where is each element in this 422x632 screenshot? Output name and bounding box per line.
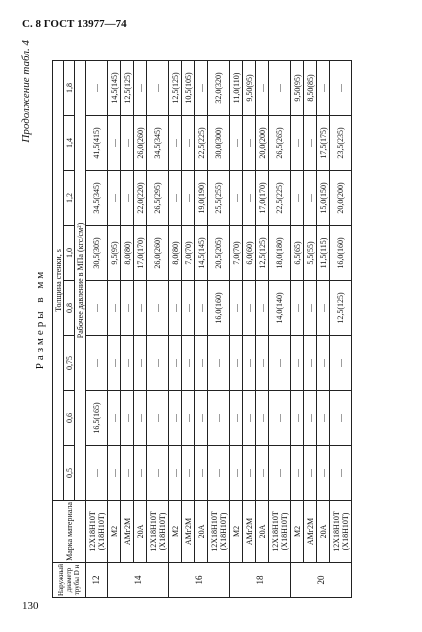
pressure-cell: 26,0(260) — [147, 225, 169, 280]
pressure-cell: — — [121, 390, 134, 445]
pressure-cell: — — [169, 335, 182, 390]
material-cell: АМг2М — [243, 500, 256, 562]
pressure-cell: — — [269, 60, 291, 115]
table-row — [195, 60, 208, 597]
material-cell: М2 — [108, 500, 121, 562]
pressure-cell: — — [195, 335, 208, 390]
pressure-cell: 25,5(255) — [208, 170, 230, 225]
thickness-value: 0,6 — [64, 390, 75, 445]
pressure-cell: — — [304, 115, 317, 170]
pressure-cell: — — [108, 170, 121, 225]
pressure-cell: — — [304, 390, 317, 445]
pressure-cell: — — [147, 445, 169, 500]
material-cell: 12Х18Н10Т (Х18Н10Т) — [208, 500, 230, 562]
pressure-cell: 20,5(205) — [208, 225, 230, 280]
table-row — [230, 60, 243, 597]
pressure-cell: — — [86, 60, 108, 115]
pressure-cell: — — [330, 390, 352, 445]
pressure-cell: — — [195, 390, 208, 445]
pressure-cell: — — [256, 390, 269, 445]
pressure-cell: — — [108, 335, 121, 390]
pressure-cell: 17,0(170) — [256, 170, 269, 225]
pressure-cell: — — [317, 445, 330, 500]
pressure-cell: 10,5(105) — [182, 60, 195, 115]
pressure-cell: — — [330, 445, 352, 500]
pressure-cell: — — [121, 445, 134, 500]
pressure-cell: 22,5(225) — [195, 115, 208, 170]
pressure-cell: 12,5(125) — [121, 60, 134, 115]
pressure-table — [52, 60, 352, 598]
table-row — [291, 60, 304, 597]
table-row — [269, 60, 291, 597]
page-header-title: С. 8 ГОСТ 13977—74 — [22, 18, 127, 30]
pressure-cell: 23,5(235) — [330, 115, 352, 170]
pressure-cell: 16,5(165) — [86, 390, 108, 445]
pressure-cell: — — [182, 445, 195, 500]
pressure-cell: — — [243, 170, 256, 225]
pressure-cell: 17,5(175) — [317, 115, 330, 170]
pressure-cell: — — [291, 170, 304, 225]
pressure-cell: — — [134, 60, 147, 115]
pressure-cell: — — [256, 445, 269, 500]
thickness-header: Толщина стенки, s — [53, 60, 64, 500]
diameter-cell: 20 — [291, 562, 352, 597]
material-cell: АМг2М — [182, 500, 195, 562]
pressure-cell: 9,5(95) — [108, 225, 121, 280]
pressure-cell: — — [86, 280, 108, 335]
material-cell: 20А — [317, 500, 330, 562]
pressure-cell: — — [108, 390, 121, 445]
pressure-cell: — — [330, 60, 352, 115]
pressure-cell: — — [243, 390, 256, 445]
thickness-value: 0,8 — [64, 280, 75, 335]
pressure-cell: 6,0(60) — [243, 225, 256, 280]
thickness-value: 0,5 — [64, 445, 75, 500]
pressure-cell: — — [243, 445, 256, 500]
table-row — [147, 60, 169, 597]
pressure-cell: — — [256, 60, 269, 115]
material-cell: АМг2М — [304, 500, 317, 562]
table-row — [121, 60, 134, 597]
material-cell: 12Х18Н10Т (Х18Н10Т) — [330, 500, 352, 562]
pressure-cell: — — [243, 335, 256, 390]
pressure-cell: 11,5(115) — [317, 225, 330, 280]
pressure-cell: 8,0(80) — [121, 225, 134, 280]
thickness-value: 1,4 — [64, 115, 75, 170]
pressure-cell: — — [230, 390, 243, 445]
pressure-cell: 17,0(170) — [134, 225, 147, 280]
pressure-cell: 41,5(415) — [86, 115, 108, 170]
diameter-cell: 12 — [86, 562, 108, 597]
pressure-cell: — — [230, 445, 243, 500]
pressure-cell: — — [134, 390, 147, 445]
pressure-cell: 16,0(160) — [330, 225, 352, 280]
pressure-cell: — — [317, 60, 330, 115]
pressure-cell: 30,0(300) — [208, 115, 230, 170]
pressure-cell: — — [243, 280, 256, 335]
pressure-cell: 26,5(265) — [269, 115, 291, 170]
table-title: Размеры в мм — [34, 268, 46, 370]
pressure-cell: — — [256, 280, 269, 335]
pressure-cell: 34,5(345) — [147, 115, 169, 170]
pressure-cell: 19,0(190) — [195, 170, 208, 225]
table-row — [243, 60, 256, 597]
pressure-cell: — — [134, 445, 147, 500]
table-row — [330, 60, 352, 597]
pressure-cell: 11,0(110) — [230, 60, 243, 115]
pressure-cell: — — [147, 390, 169, 445]
pressure-cell: — — [134, 280, 147, 335]
table-row — [182, 60, 195, 597]
pressure-cell: — — [108, 115, 121, 170]
pressure-cell: 7,0(70) — [230, 225, 243, 280]
table-row — [86, 60, 108, 597]
diameter-header: Наружный диаметр трубы D н — [53, 562, 86, 597]
material-cell: М2 — [169, 500, 182, 562]
pressure-header: Рабочее давление в МПа (кгс/см²) — [75, 60, 86, 500]
pressure-cell: 15,0(150) — [317, 170, 330, 225]
rotated-content — [20, 40, 410, 598]
pressure-cell: 7,0(70) — [182, 225, 195, 280]
pressure-cell: — — [317, 280, 330, 335]
pressure-cell: — — [317, 390, 330, 445]
pressure-cell: — — [147, 280, 169, 335]
table-row — [317, 60, 330, 597]
pressure-cell: 8,0(80) — [169, 225, 182, 280]
pressure-cell: — — [169, 115, 182, 170]
table-row — [208, 60, 230, 597]
pressure-cell: — — [195, 60, 208, 115]
pressure-cell: — — [121, 170, 134, 225]
pressure-cell: — — [195, 445, 208, 500]
pressure-cell: — — [330, 335, 352, 390]
pressure-cell: 32,0(320) — [208, 60, 230, 115]
pressure-cell: 16,0(160) — [208, 280, 230, 335]
pressure-cell: 6,5(65) — [291, 225, 304, 280]
pressure-cell: — — [169, 280, 182, 335]
pressure-cell: — — [134, 335, 147, 390]
material-cell: 12Х18Н10Т (Х18Н10Т) — [147, 500, 169, 562]
pressure-cell: — — [208, 390, 230, 445]
pressure-cell: 14,5(145) — [108, 60, 121, 115]
pressure-cell: — — [304, 335, 317, 390]
table-row — [108, 60, 121, 597]
pressure-cell: — — [108, 280, 121, 335]
pressure-cell: — — [291, 335, 304, 390]
pressure-cell: — — [304, 280, 317, 335]
pressure-cell: — — [304, 445, 317, 500]
pressure-cell: — — [269, 445, 291, 500]
pressure-cell: — — [291, 280, 304, 335]
pressure-cell: — — [147, 60, 169, 115]
table-row — [256, 60, 269, 597]
pressure-cell: 8,50(85) — [304, 60, 317, 115]
diameter-cell: 18 — [230, 562, 291, 597]
pressure-cell: — — [256, 335, 269, 390]
pressure-cell: — — [169, 390, 182, 445]
pressure-cell: — — [182, 170, 195, 225]
table-row — [304, 60, 317, 597]
pressure-cell: — — [121, 280, 134, 335]
material-cell: АМг2М — [121, 500, 134, 562]
pressure-cell: — — [182, 115, 195, 170]
pressure-cell: 34,5(345) — [86, 170, 108, 225]
pressure-cell: — — [86, 335, 108, 390]
pressure-cell: — — [291, 115, 304, 170]
thickness-value: 1,2 — [64, 170, 75, 225]
table-row — [134, 60, 147, 597]
pressure-cell: — — [121, 115, 134, 170]
pressure-cell: — — [230, 335, 243, 390]
pressure-cell: — — [182, 335, 195, 390]
page-number: 130 — [22, 600, 39, 612]
pressure-cell: — — [230, 280, 243, 335]
pressure-cell: 5,5(55) — [304, 225, 317, 280]
material-header: Марка материала — [53, 500, 86, 562]
pressure-cell: 22,0(220) — [134, 170, 147, 225]
pressure-cell: 26,0(260) — [134, 115, 147, 170]
pressure-cell: — — [86, 445, 108, 500]
thickness-value: 1,0 — [64, 225, 75, 280]
pressure-cell: 18,0(180) — [269, 225, 291, 280]
pressure-cell: — — [169, 445, 182, 500]
pressure-cell: — — [182, 280, 195, 335]
table-row — [169, 60, 182, 597]
pressure-cell: — — [291, 390, 304, 445]
pressure-cell: — — [304, 170, 317, 225]
material-cell: 20А — [134, 500, 147, 562]
pressure-cell: 30,5(305) — [86, 225, 108, 280]
thickness-value: 0,75 — [64, 335, 75, 390]
pressure-cell: 9,50(95) — [243, 60, 256, 115]
pressure-cell: — — [230, 170, 243, 225]
pressure-cell: — — [182, 390, 195, 445]
rotated-table-area — [20, 40, 410, 598]
pressure-cell: 14,0(140) — [269, 280, 291, 335]
pressure-cell: 12,5(125) — [169, 60, 182, 115]
material-cell: 12Х18Н10Т (Х18Н10Т) — [86, 500, 108, 562]
pressure-cell: — — [108, 445, 121, 500]
pressure-cell: 14,5(145) — [195, 225, 208, 280]
pressure-cell: — — [269, 390, 291, 445]
pressure-cell: 20,0(200) — [330, 170, 352, 225]
pressure-cell: — — [195, 280, 208, 335]
pressure-cell: — — [230, 115, 243, 170]
pressure-cell: — — [243, 115, 256, 170]
pressure-cell: — — [169, 170, 182, 225]
pressure-cell: 9,50(95) — [291, 60, 304, 115]
pressure-cell: 26,5(295) — [147, 170, 169, 225]
diameter-cell: 14 — [108, 562, 169, 597]
pressure-cell: 22,5(225) — [269, 170, 291, 225]
pressure-cell: — — [208, 445, 230, 500]
thickness-value: 1,8 — [64, 60, 75, 115]
pressure-cell: — — [121, 335, 134, 390]
table-continuation-caption: Продолжение табл. 4 — [20, 40, 32, 143]
material-cell: 20А — [256, 500, 269, 562]
material-cell: М2 — [230, 500, 243, 562]
pressure-cell: — — [147, 335, 169, 390]
material-cell: М2 — [291, 500, 304, 562]
pressure-cell: 12,5(125) — [330, 280, 352, 335]
pressure-cell: — — [291, 445, 304, 500]
pressure-cell: 20,0(200) — [256, 115, 269, 170]
diameter-cell: 16 — [169, 562, 230, 597]
pressure-cell: — — [208, 335, 230, 390]
pressure-cell: 12,5(125) — [256, 225, 269, 280]
pressure-cell: — — [269, 335, 291, 390]
material-cell: 12Х18Н10Т (Х18Н10Т) — [269, 500, 291, 562]
material-cell: 20А — [195, 500, 208, 562]
pressure-cell: — — [317, 335, 330, 390]
